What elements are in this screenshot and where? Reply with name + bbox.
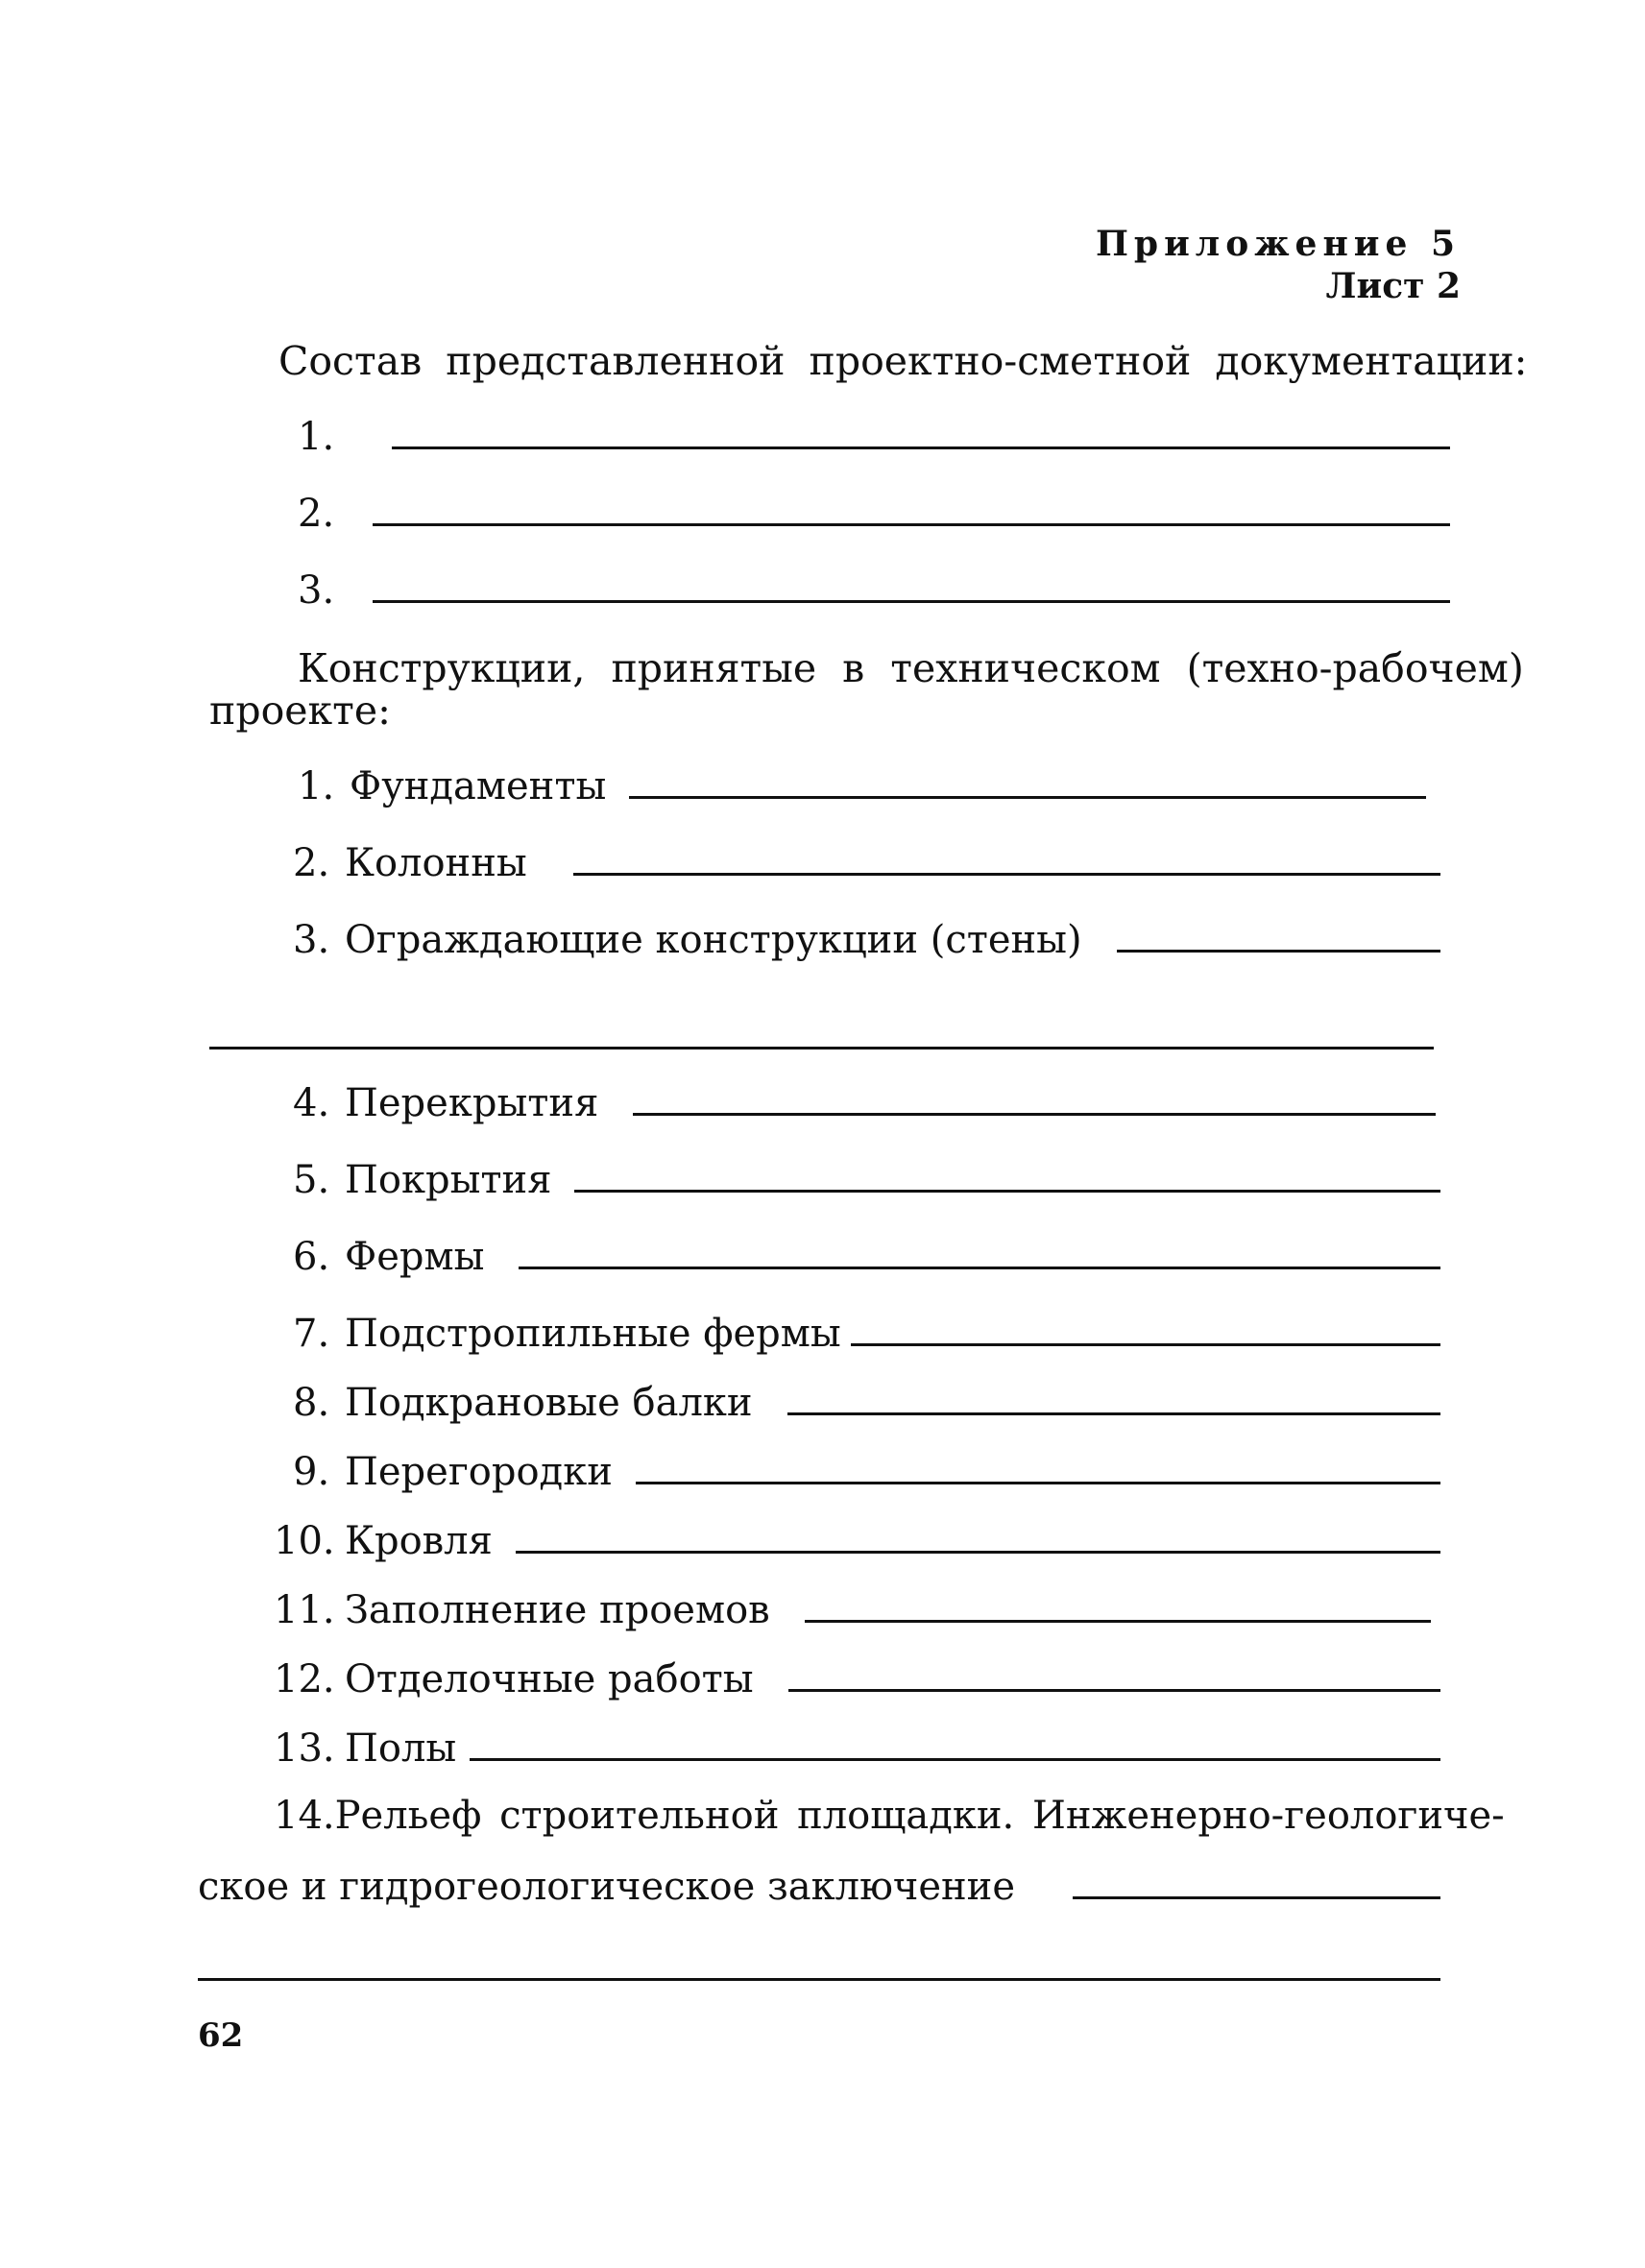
construction-item-3 bbox=[293, 918, 1440, 962]
item-number: 2. bbox=[298, 492, 335, 536]
item-number: 4. bbox=[293, 1081, 330, 1125]
item-label: Покрытия bbox=[345, 1158, 552, 1202]
item-label: Кровля bbox=[345, 1519, 493, 1563]
item-label: Ограждающие конструкции (стены) bbox=[345, 918, 1082, 962]
item-label: Заполнение проемов bbox=[345, 1588, 770, 1632]
item-number: 8. bbox=[293, 1381, 330, 1425]
blank-line[interactable] bbox=[788, 1689, 1440, 1692]
blank-line[interactable] bbox=[629, 796, 1426, 799]
construction-item-11 bbox=[274, 1588, 1431, 1632]
item-label: Полы bbox=[345, 1726, 457, 1771]
item-label: Отделочные работы bbox=[345, 1657, 754, 1701]
item-number: 13. bbox=[274, 1726, 335, 1771]
item-number: 7. bbox=[293, 1312, 330, 1356]
blank-line[interactable] bbox=[633, 1113, 1436, 1116]
blank-line-continuation[interactable] bbox=[198, 1978, 1440, 1981]
construction-item-2 bbox=[293, 841, 1440, 885]
item-number: 6. bbox=[293, 1235, 330, 1279]
item-number: 12. bbox=[274, 1657, 335, 1701]
blank-line[interactable] bbox=[519, 1267, 1440, 1269]
item-label: Фундаменты bbox=[350, 764, 607, 808]
item-number: 2. bbox=[293, 841, 330, 885]
construction-item-14-cont bbox=[198, 1865, 1440, 1909]
item-label: Перекрытия bbox=[345, 1081, 599, 1125]
construction-item-6 bbox=[293, 1235, 1440, 1279]
blank-line[interactable] bbox=[851, 1343, 1440, 1346]
blank-line[interactable] bbox=[1117, 950, 1440, 953]
construction-item-12 bbox=[274, 1657, 1440, 1701]
item-label: Колонны bbox=[345, 841, 527, 885]
blank-line[interactable] bbox=[373, 523, 1450, 526]
item-label: Перегородки bbox=[345, 1450, 613, 1494]
item-number: 1. bbox=[298, 764, 335, 808]
section1-heading: Состав представленной проектно-сметной документации: bbox=[278, 338, 1528, 384]
construction-item-7 bbox=[293, 1312, 1440, 1356]
section2-heading: Конструкции, принятые в техническом (техно-рабочем) bbox=[298, 645, 1524, 691]
item-number: 9. bbox=[293, 1450, 330, 1494]
item-label: Подстропильные фермы bbox=[345, 1312, 841, 1356]
construction-item-5 bbox=[293, 1158, 1440, 1202]
item-label: Рельеф строительной площадки. Инженерно-геологиче- bbox=[334, 1794, 1505, 1838]
blank-line[interactable] bbox=[574, 1190, 1440, 1193]
item-number: 1. bbox=[298, 415, 335, 459]
page-header bbox=[1096, 223, 1461, 307]
doc-item-3 bbox=[298, 568, 1450, 613]
blank-line[interactable] bbox=[373, 600, 1450, 603]
blank-line-continuation[interactable] bbox=[209, 1047, 1434, 1050]
item-label: Подкрановые балки bbox=[345, 1381, 753, 1425]
blank-line[interactable] bbox=[787, 1412, 1440, 1415]
construction-item-1 bbox=[298, 764, 1426, 808]
blank-line[interactable] bbox=[805, 1620, 1431, 1623]
construction-item-9 bbox=[293, 1450, 1440, 1494]
item-number: 5. bbox=[293, 1158, 330, 1202]
item-number: 11. bbox=[274, 1588, 335, 1632]
blank-line[interactable] bbox=[1073, 1896, 1440, 1899]
item-number: 3. bbox=[298, 568, 335, 613]
item-number: 10. bbox=[274, 1519, 335, 1563]
construction-item-13 bbox=[274, 1726, 1440, 1771]
construction-item-14 bbox=[274, 1794, 1505, 1838]
construction-item-4 bbox=[293, 1081, 1436, 1125]
appendix-label: Приложение 5 bbox=[1095, 224, 1461, 264]
blank-line[interactable] bbox=[516, 1551, 1440, 1554]
item-label: Фермы bbox=[345, 1235, 485, 1279]
doc-item-1 bbox=[298, 415, 1450, 459]
construction-item-10 bbox=[274, 1519, 1440, 1563]
blank-line[interactable] bbox=[636, 1482, 1440, 1484]
sheet-label: Лист 2 bbox=[1325, 266, 1461, 306]
doc-item-2 bbox=[298, 492, 1450, 536]
blank-line[interactable] bbox=[392, 446, 1450, 449]
item-number: 3. bbox=[293, 918, 330, 962]
blank-line[interactable] bbox=[470, 1758, 1440, 1761]
construction-item-8 bbox=[293, 1381, 1440, 1425]
item-number: 14. bbox=[274, 1794, 335, 1838]
section2-heading-cont: проекте: bbox=[209, 688, 391, 734]
page-number: 62 bbox=[198, 2016, 244, 2055]
item-label-cont: ское и гидрогеологическое заключение bbox=[198, 1865, 1015, 1909]
blank-line[interactable] bbox=[573, 873, 1440, 876]
